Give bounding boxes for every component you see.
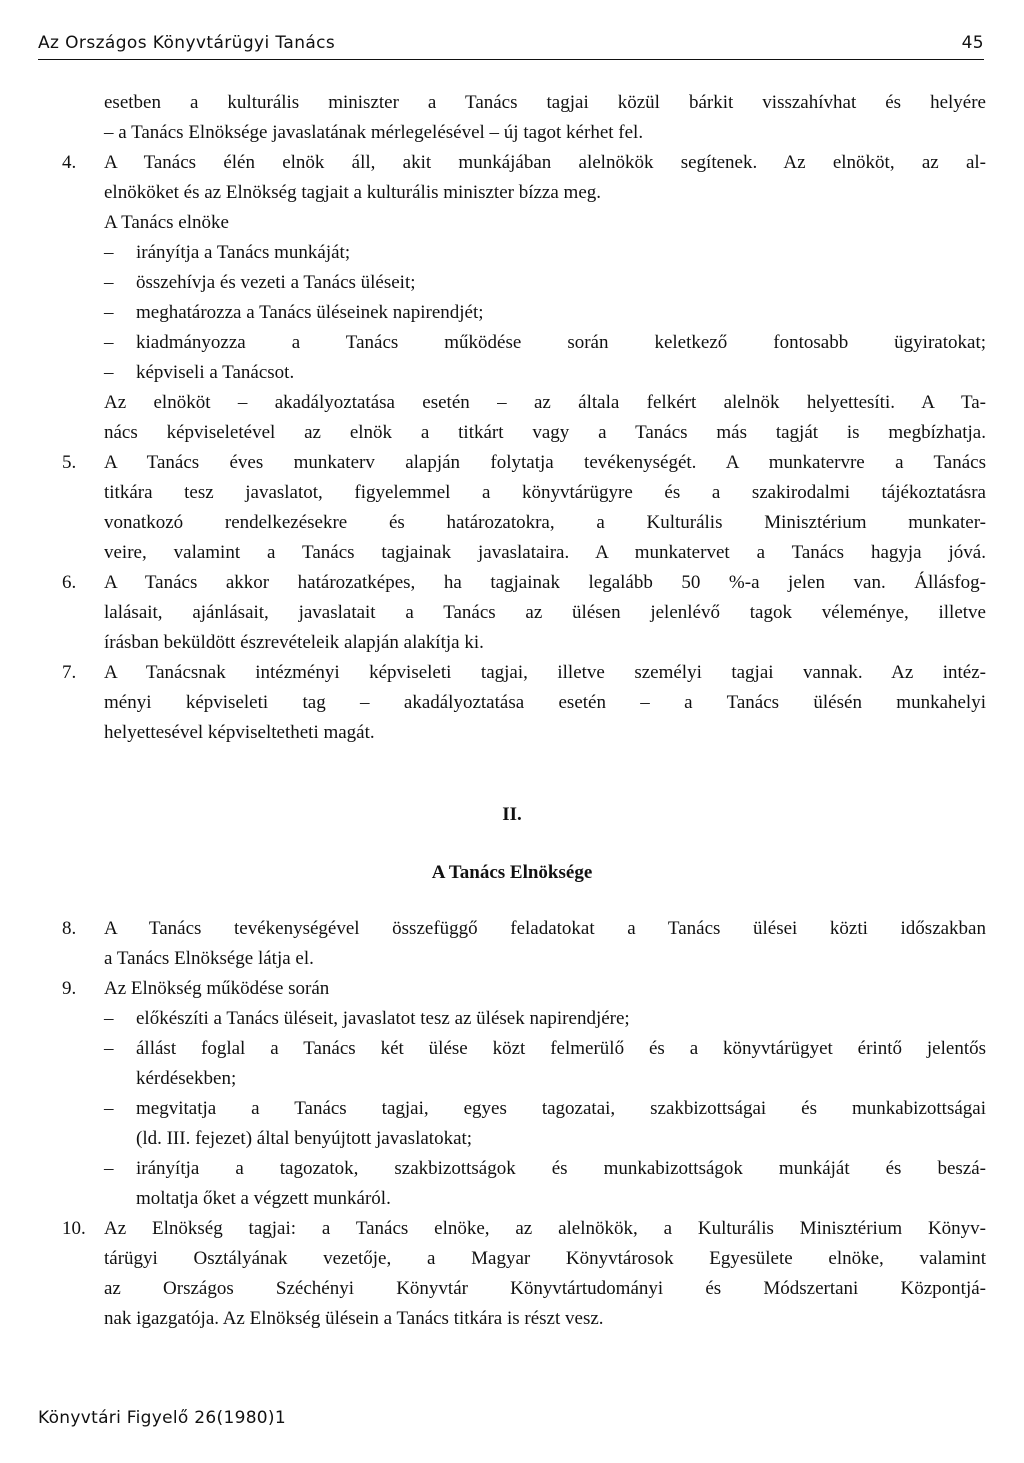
item-number: 4.: [62, 152, 77, 173]
text-line: lalásait, ajánlásait, javaslatait a Tanács az ülésen jelenlévő tagok véleménye, illetve: [104, 602, 986, 623]
item-number: 9.: [62, 978, 77, 999]
text-line: Az Elnökség tagjai: a Tanács elnöke, az alelnökök, a Kulturális Minisztérium Könyv-: [104, 1218, 986, 1239]
text-line: a Tanács Elnöksége látja el.: [104, 948, 314, 969]
bullet-item: – irányítja a Tanács munkáját;: [104, 242, 351, 263]
bullet-item: – állást foglal a Tanács két ülése közt felmerülő és a könyvtárügyet érintő jelentős kérdésekben;: [104, 1038, 986, 1089]
text-line: helyettesével képviseltetheti magát.: [104, 722, 375, 743]
list-item-7: [62, 658, 986, 748]
text-line: – a Tanács Elnöksége javaslatának mérlegelésével – új tagot kérhet fel.: [104, 122, 644, 143]
text-line: nak igazgatója. Az Elnökség ülésein a Tanács titkára is részt vesz.: [104, 1308, 604, 1329]
item-number: 8.: [62, 918, 77, 939]
bullet-item: – előkészíti a Tanács üléseit, javaslatot tesz az ülések napirendjére;: [104, 1008, 630, 1029]
item-number: 10.: [62, 1218, 86, 1239]
list-item-6: [62, 568, 986, 658]
section-number: II.: [502, 804, 522, 825]
bullet-item: – meghatározza a Tanács üléseinek napirendjét;: [104, 302, 484, 323]
list-item-4: [62, 148, 986, 448]
item-number: 6.: [62, 572, 77, 593]
text-line: A Tanács élén elnök áll, akit munkájában alelnökök segítenek. Az elnököt, az al-: [104, 152, 986, 173]
text-line: A Tanács akkor határozatképes, ha tagjainak legalább 50 %-a jelen van. Állásfog-: [104, 572, 986, 593]
bullet-item: – összehívja és vezeti a Tanács üléseit;: [104, 272, 416, 293]
text-line: elnököket és az Elnökség tagjait a kulturális miniszter bízza meg.: [104, 182, 602, 203]
text-line: A Tanács elnöke: [104, 212, 229, 233]
header-rule: [38, 59, 984, 60]
text-line: A Tanács tevékenységével összefüggő feladatokat a Tanács ülései közti időszakban: [104, 918, 986, 939]
bullet-item: – megvitatja a Tanács tagjai, egyes tagozatai, szakbizottságai és munkabizottságai (ld. III. fejezet) által benyújtott javaslatokat;: [104, 1098, 986, 1149]
text-line: A Tanács éves munkaterv alapján folytatja tevékenységét. A munkatervre a Tanács: [104, 452, 986, 473]
list-item-10: [62, 1214, 986, 1334]
header-title: Az Országos Könyvtárügyi Tanács: [38, 33, 336, 53]
text-line: Az Elnökség működése során: [104, 978, 330, 999]
list-item-9: [62, 974, 986, 1214]
list-item-8: [62, 914, 986, 974]
text-line: A Tanácsnak intézményi képviseleti tagjai, illetve személyi tagjai vannak. Az intéz-: [104, 662, 986, 683]
continuation-paragraph: [62, 88, 986, 148]
text-line: Az elnököt – akadályoztatása esetén – az általa felkért alelnök helyettesíti. A Ta-: [104, 392, 986, 413]
bullet-list: [104, 238, 986, 388]
text-line: vonatkozó rendelkezésekre és határozatokra, a Kulturális Minisztérium munkater-: [104, 512, 986, 533]
text-line: veire, valamint a Tanács tagjainak javaslataira. A munkatervet a Tanács hagyja jóvá.: [104, 542, 986, 563]
section-title: A Tanács Elnöksége: [431, 862, 593, 883]
bullet-item: – irányítja a tagozatok, szakbizottságok és munkabizottságok munkáját és beszá- moltatja őket a végzett munkáról.: [104, 1158, 986, 1209]
body-text-top: [62, 88, 986, 748]
item-number: 5.: [62, 452, 77, 473]
page-number: 45: [961, 33, 984, 53]
bullet-list: [104, 1004, 986, 1214]
item-number: 7.: [62, 662, 77, 683]
bullet-item: – képviseli a Tanácsot.: [104, 362, 295, 383]
running-footer: Könyvtári Figyelő 26(1980)1: [38, 1408, 286, 1428]
body-text-bottom: [62, 914, 986, 1334]
text-line: ményi képviseleti tag – akadályoztatása esetén – a Tanács ülésén munkahelyi: [104, 692, 986, 713]
text-line: titkára tesz javaslatot, figyelemmel a könyvtárügyre és a szakirodalmi tájékoztatásra: [104, 482, 986, 503]
bullet-item: – kiadmányozza a Tanács működése során keletkező fontosabb ügyiratokat;: [104, 332, 986, 353]
text-line: esetben a kulturális miniszter a Tanács tagjai közül bárkit visszahívhat és helyére: [104, 92, 986, 113]
text-line: az Országos Széchényi Könyvtár Könyvtártudományi és Módszertani Központjá-: [104, 1278, 986, 1299]
text-line: tárügyi Osztályának vezetője, a Magyar Könyvtárosok Egyesülete elnöke, valamint: [104, 1248, 986, 1269]
text-line: nács képviseletével az elnök a titkárt vagy a Tanács más tagját is megbízhatja.: [104, 422, 986, 443]
text-line: írásban beküldött észrevételeik alapján alakítja ki.: [104, 632, 484, 653]
running-header: [38, 33, 984, 53]
list-item-5: [62, 448, 986, 568]
